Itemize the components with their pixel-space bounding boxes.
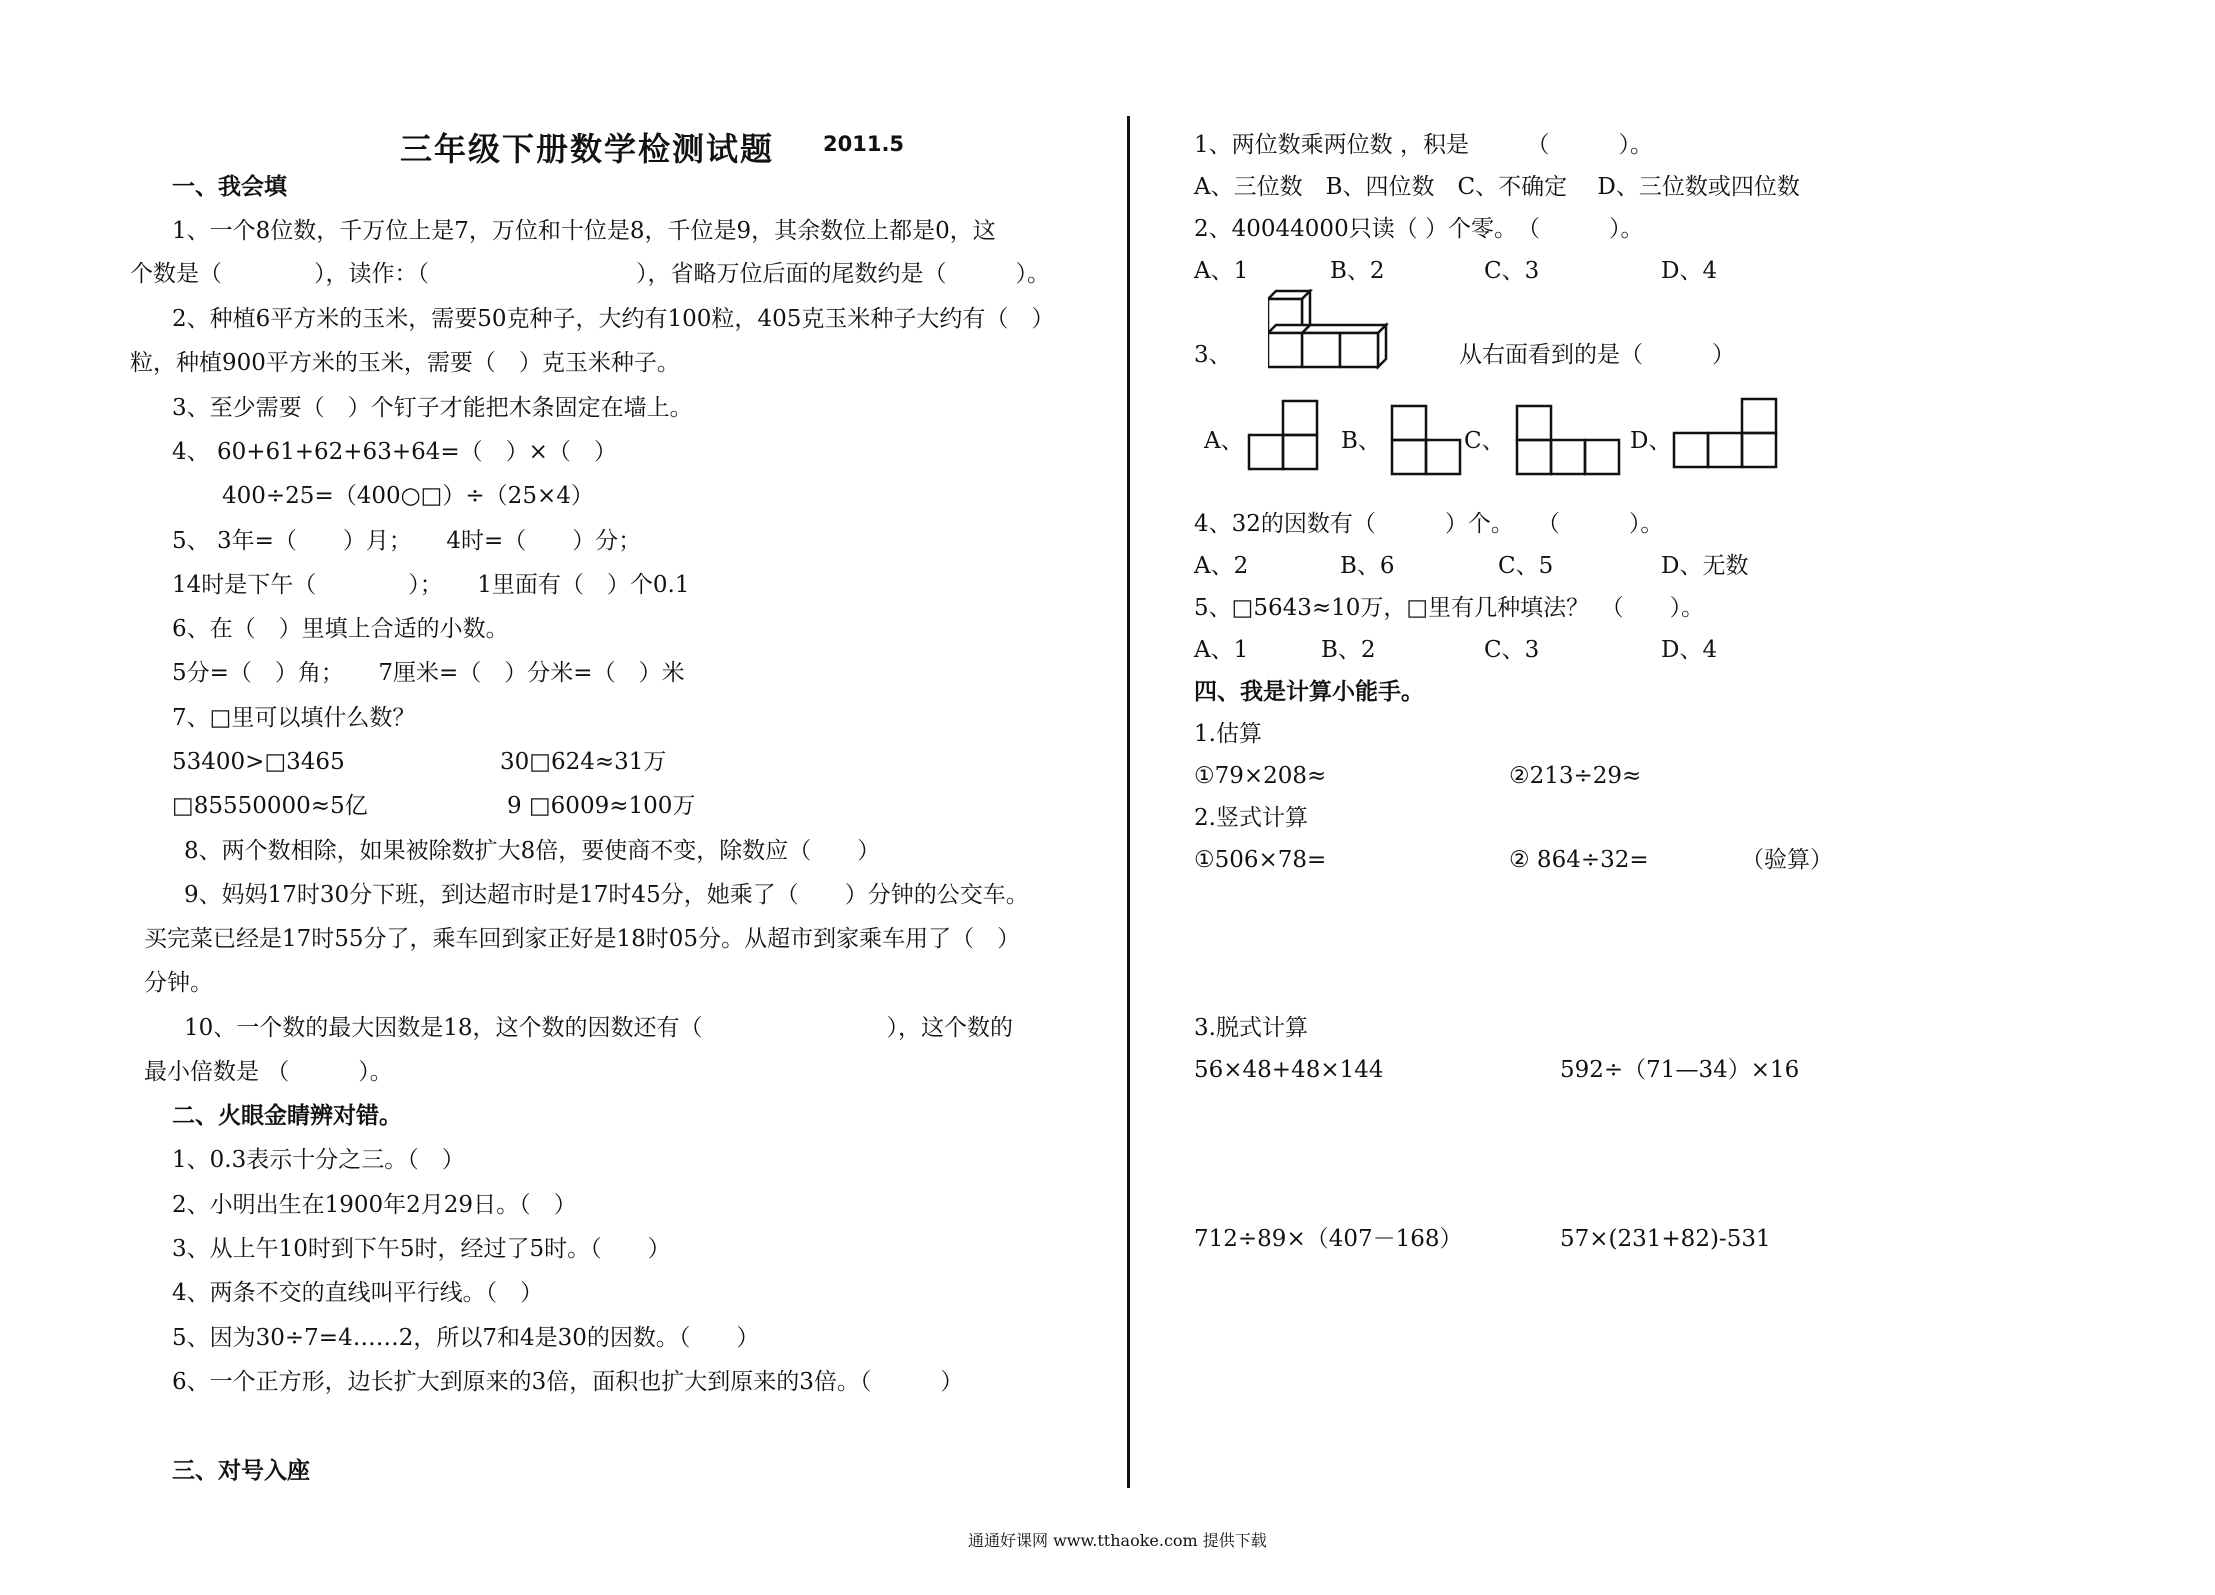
choice-1: 1、两位数乘两位数 ，积是 （ ）。 [1194, 132, 1653, 158]
choice-5: 5、□5643≈10万，□里有几种填法？ （ ）。 [1194, 595, 1705, 621]
choice-3-option-b: B、 [1341, 428, 1381, 454]
question-7-item-a: 53400>□3465 [172, 749, 345, 775]
question-4-line-2: 400÷25=（400○□）÷（25×4） [222, 483, 594, 509]
section-4-heading: 四、我是计算小能手。 [1194, 679, 1424, 705]
judge-3: 3、从上午10时到下午5时，经过了5时。（ ） [172, 1236, 671, 1262]
question-5-line-2: 14时是下午（ ）； 1里面有（ ）个0.1 [172, 572, 690, 598]
choice-3-option-d: D、 [1630, 428, 1672, 454]
view-c-figure [1515, 404, 1621, 476]
choice-2-option-a: A、1 [1194, 258, 1249, 284]
choice-3-option-a: A、 [1204, 428, 1244, 454]
choice-3-number: 3、 [1194, 342, 1232, 368]
question-9-line-3: 分钟。 [144, 970, 213, 996]
question-9-line-1: 9、妈妈17时30分下班，到达超市时是17时45分，她乘了（ ）分钟的公交车。 [184, 882, 1029, 908]
column-divider [1127, 116, 1130, 1488]
vertical-calc-1: ①506×78= [1194, 847, 1327, 873]
section-1-heading: 一、我会填 [172, 174, 287, 200]
vertical-calc-heading: 2.竖式计算 [1194, 805, 1308, 831]
choice-5-option-b: B、2 [1321, 637, 1376, 663]
stepwise-calc-2: 592÷（71—34）×16 [1560, 1057, 1800, 1083]
choice-3-option-c: C、 [1464, 428, 1505, 454]
question-10-line-1: 10、一个数的最大因数是18，这个数的因数还有（ ），这个数的 [184, 1015, 1014, 1041]
choice-1-options: A、三位数 B、四位数 C、不确定 D、三位数或四位数 [1194, 174, 1800, 200]
judge-4: 4、两条不交的直线叫平行线。（ ） [172, 1280, 544, 1306]
choice-5-option-d: D、4 [1661, 637, 1718, 663]
question-2-line-1: 2、种植6平方米的玉米，需要50克种子，大约有100粒，405克玉米种子大约有（ ） [172, 306, 1055, 332]
stepwise-calc-heading: 3.脱式计算 [1194, 1015, 1308, 1041]
choice-2: 2、40044000只读（ ）个零。 （ ）。 [1194, 216, 1644, 242]
question-10-line-2: 最小倍数是 （ ）。 [144, 1059, 393, 1085]
question-4-line-1: 4、 60+61+62+63+64=（ ）×（ ） [172, 439, 617, 465]
question-9-line-2: 买完菜已经是17时55分了，乘车回到家正好是18时05分。从超市到家乘车用了（ ） [144, 926, 1021, 952]
question-7-item-c: □85550000≈5亿 [172, 793, 368, 819]
question-7-item-b: 30□624≈31万 [500, 749, 667, 775]
question-1-line-1: 1、一个8位数，千万位上是7，万位和十位是8，千位是9，其余数位上都是0，这 [172, 218, 996, 244]
view-a-figure [1247, 399, 1319, 471]
judge-5: 5、因为30÷7=4……2，所以7和4是30的因数。（ ） [172, 1325, 760, 1351]
question-7: 7、□里可以填什么数？ [172, 705, 416, 731]
choice-2-option-c: C、3 [1484, 258, 1540, 284]
choice-4: 4、32的因数有（ ）个。 （ ）。 [1194, 511, 1664, 537]
question-7-item-d: 9 □6009≈100万 [507, 793, 696, 819]
choice-4-option-a: A、2 [1194, 553, 1249, 579]
view-b-figure [1390, 404, 1462, 476]
choice-4-option-b: B、6 [1340, 553, 1395, 579]
choice-4-option-d: D、无数 [1661, 553, 1749, 579]
page-footer: 通通好课网 www.tthaoke.com 提供下载 [968, 1531, 1267, 1550]
question-6-line-1: 6、在（ ）里填上合适的小数。 [172, 616, 509, 642]
choice-5-option-a: A、1 [1194, 637, 1249, 663]
choice-2-option-d: D、4 [1661, 258, 1718, 284]
judge-6: 6、一个正方形，边长扩大到原来的3倍，面积也扩大到原来的3倍。（ ） [172, 1369, 964, 1395]
question-3: 3、至少需要（ ）个钉子才能把木条固定在墙上。 [172, 395, 693, 421]
vertical-calc-check: （验算） [1741, 847, 1833, 873]
title-date: 2011.5 [823, 132, 905, 156]
question-1-line-2: 个数是（ ），读作：（ ），省略万位后面的尾数约是（ ）。 [130, 261, 1050, 287]
cube-stack-figure [1268, 289, 1408, 385]
judge-1: 1、0.3表示十分之三。（ ） [172, 1147, 465, 1173]
estimate-2: ②213÷29≈ [1509, 763, 1642, 789]
section-3-heading: 三、对号入座 [172, 1458, 310, 1484]
judge-2: 2、小明出生在1900年2月29日。（ ） [172, 1192, 577, 1218]
question-5-line-1: 5、 3年=（ ）月； 4时=（ ）分； [172, 528, 642, 554]
page-title: 三年级下册数学检测试题 [400, 130, 775, 168]
question-6-line-2: 5分=（ ）角； 7厘米=（ ）分米=（ ）米 [172, 660, 685, 686]
estimate-heading: 1.估算 [1194, 721, 1262, 747]
stepwise-calc-3: 712÷89×（407－168） [1194, 1226, 1463, 1252]
section-2-heading: 二、火眼金睛辨对错。 [172, 1103, 402, 1129]
stepwise-calc-1: 56×48+48×144 [1194, 1057, 1384, 1083]
estimate-1: ①79×208≈ [1194, 763, 1327, 789]
choice-2-option-b: B、2 [1330, 258, 1385, 284]
question-8: 8、两个数相除，如果被除数扩大8倍，要使商不变，除数应（ ） [184, 838, 881, 864]
choice-4-option-c: C、5 [1498, 553, 1554, 579]
choice-5-option-c: C、3 [1484, 637, 1540, 663]
vertical-calc-2: ② 864÷32= [1509, 847, 1649, 873]
question-2-line-2: 粒，种植900平方米的玉米，需要（ ）克玉米种子。 [130, 350, 680, 376]
view-d-figure [1672, 397, 1778, 469]
choice-3-text: 从右面看到的是（ ） [1459, 342, 1735, 368]
stepwise-calc-4: 57×(231+82)-531 [1560, 1226, 1771, 1252]
